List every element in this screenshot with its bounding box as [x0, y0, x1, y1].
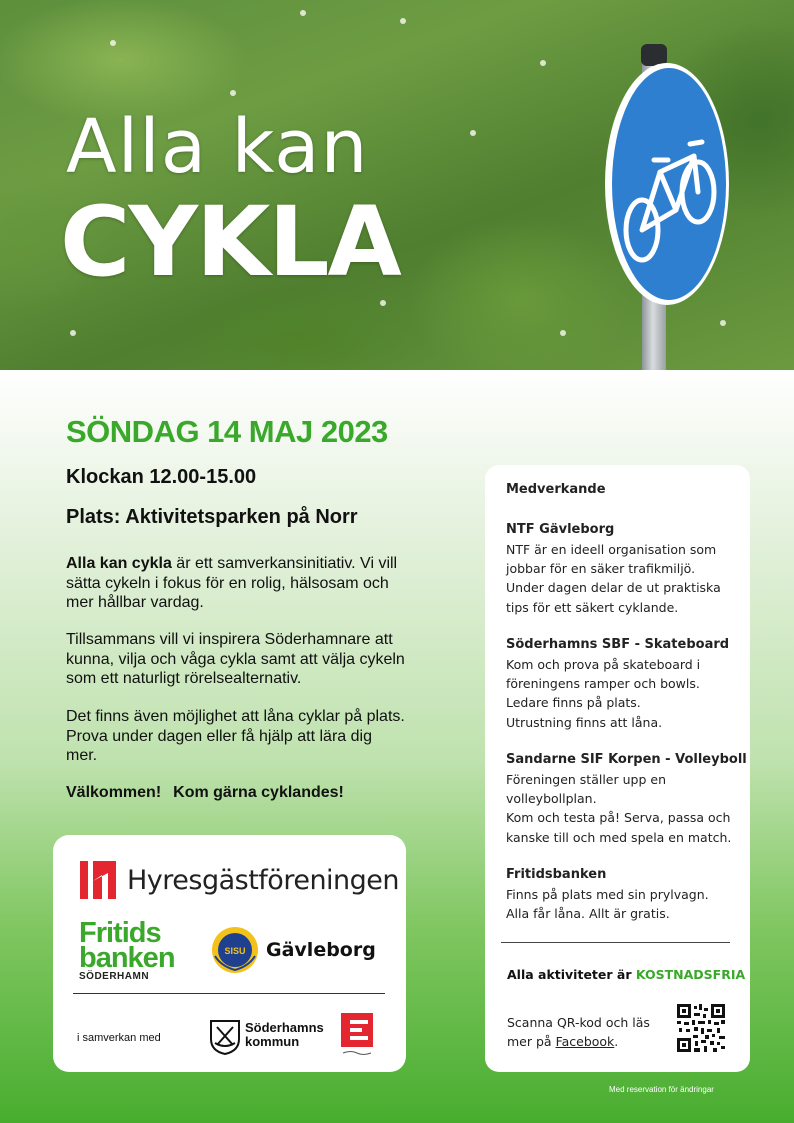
welcome-line [66, 784, 344, 802]
reservation-note: Med reservation för ändringar [609, 1085, 714, 1094]
come-cycling-text: Kom gärna cyklandes! [173, 784, 344, 801]
fritidsbanken-location: SÖDERHAMN [79, 971, 150, 982]
clover-flower [70, 330, 76, 336]
hero-title-line1: Alla kan [66, 104, 369, 190]
clover-flower [380, 300, 386, 306]
free-highlight: KOSTNADSFRIA [635, 967, 746, 982]
clover-flower [470, 130, 476, 136]
sisu-badge-icon [211, 926, 259, 974]
participant-description [506, 885, 709, 923]
event-date: SÖNDAG 14 MAJ 2023 [66, 414, 388, 449]
intro-paragraph [66, 554, 406, 613]
participant-name: NTF Gävleborg [506, 522, 615, 537]
description-line: kanske till och med spela en match. [506, 829, 732, 845]
hyresgastforeningen-name: Hyresgästföreningen [127, 865, 400, 896]
clover-flower [720, 320, 726, 326]
participant-name: Söderhamns SBF - Skateboard [506, 637, 730, 652]
participant-description [506, 770, 731, 847]
description-line: tips för ett säkert cyklande. [506, 599, 679, 615]
description-line: volleybollplan. [506, 791, 597, 807]
participant-name: Sandarne SIF Korpen - Volleyboll [506, 752, 747, 767]
description-line: Under dagen delar de ut praktiska [506, 580, 721, 596]
free-activities-note [507, 967, 745, 982]
fritidsbanken-logo [79, 917, 175, 983]
participants-heading: Medverkande [506, 482, 606, 497]
description-line: jobbar för en säker trafikmiljö. [506, 561, 696, 577]
inspire-paragraph: Tillsammans vill vi inspirera Söderhamnare att kunna, vilja och våga cykla samt att välja cykeln som ett naturligt rörelsealternativ. [66, 631, 405, 687]
participant-name: Fritidsbanken [506, 867, 607, 882]
description-line: Alla får låna. Allt är gratis. [506, 906, 670, 922]
welcome-text: Välkommen! [66, 784, 162, 801]
kommun-line1: Söderhamns [245, 1020, 324, 1035]
description-line: Föreningen ställer upp en [506, 772, 666, 787]
qr-code-icon[interactable] [677, 1004, 725, 1052]
facebook-link[interactable]: Facebook [555, 1034, 615, 1049]
participants-divider [501, 942, 730, 943]
qr-line1: Scanna QR-kod och läs [507, 1015, 650, 1030]
free-prefix: Alla aktiviteter är [507, 967, 636, 982]
in-cooperation-label: i samverkan med [77, 1032, 161, 1044]
description-line: Utrustning finns att låna. [506, 714, 663, 730]
sisu-badge-text: SISU [224, 946, 246, 956]
clover-flower [300, 10, 306, 16]
kommun-line2: kommun [245, 1034, 300, 1049]
bicycle-sign-icon [602, 60, 732, 308]
fritidsbanken-line1: Fritids [79, 917, 161, 949]
hero-image [0, 0, 794, 370]
qr-line2 [507, 1032, 650, 1051]
participant-description [506, 540, 721, 617]
qr-instructions [507, 1013, 650, 1051]
sisu-gavleborg-name: Gävleborg [266, 939, 376, 961]
red-partner-logo-icon [341, 1013, 373, 1057]
description-line: Kom och prova på skateboard i [506, 657, 701, 672]
logo-divider [73, 993, 385, 994]
event-place: Plats: Aktivitetsparken på Norr [66, 506, 358, 528]
clover-flower [110, 40, 116, 46]
qr-line2-prefix: mer på [507, 1034, 556, 1049]
hyresgastforeningen-logo-icon [80, 861, 116, 899]
participants-card [485, 465, 750, 1072]
clover-flower [560, 330, 566, 336]
participant-description [506, 655, 700, 732]
clover-flower [400, 18, 406, 24]
intro-text: är ett samverkansinitiativ. Vi vill sätta cykeln i fokus för en rolig, hälsosam och mer hållbar vardag. [66, 555, 398, 611]
soderhamns-kommun-name [245, 1021, 324, 1049]
clover-flower [230, 90, 236, 96]
event-time: Klockan 12.00-15.00 [66, 466, 257, 488]
description-line: Ledare finns på plats. [506, 695, 641, 711]
description-line: NTF är en ideell organisation som [506, 542, 717, 557]
borrow-paragraph: Det finns även möjlighet att låna cyklar på plats. Prova under dagen eller få hjälp att lära dig mer. [66, 708, 405, 764]
description-line: Finns på plats med sin prylvagn. [506, 887, 709, 902]
qr-line2-suffix: . [614, 1034, 619, 1049]
description-line: Kom och testa på! Serva, passa och [506, 810, 731, 826]
fritidsbanken-line2: banken [79, 942, 175, 974]
soderhamns-kommun-crest-icon [209, 1019, 241, 1055]
description-line: föreningens ramper och bowls. [506, 676, 700, 692]
hero-title-line2: CYKLA [60, 186, 400, 298]
clover-flower [540, 60, 546, 66]
partner-logos-card [53, 835, 406, 1072]
intro-bold: Alla kan cykla [66, 555, 172, 572]
